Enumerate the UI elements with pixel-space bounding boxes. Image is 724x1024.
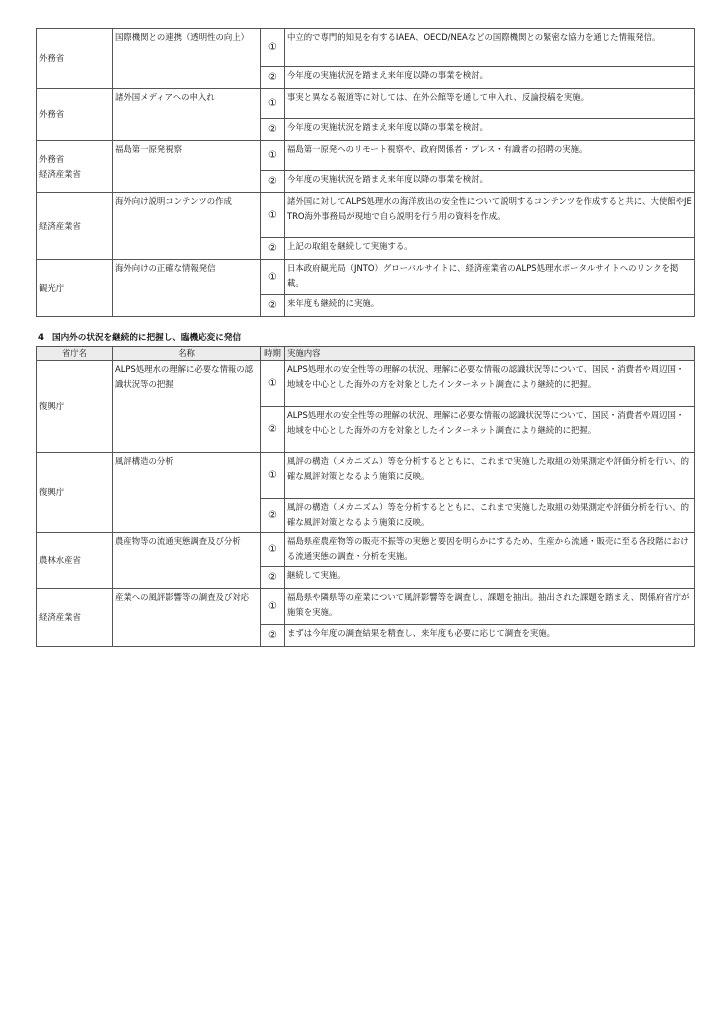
table-row bbox=[37, 589, 695, 625]
content-cell: 今年度の実施状況を踏まえ来年度以降の事業を検討。 bbox=[285, 67, 695, 89]
period-cell: ① bbox=[261, 260, 285, 295]
period-cell: ② bbox=[261, 171, 285, 193]
content-cell: 継続して実施。 bbox=[285, 567, 695, 589]
content-cell: 諸外国に対してALPS処理水の海洋放出の安全性について説明するコンテンツを作成すると共に、大使館やJETRO海外事務局が現地で自ら説明を行う用の資料を作成。 bbox=[285, 193, 695, 238]
period-cell: ② bbox=[261, 625, 285, 647]
ministry-cell: 外務省 bbox=[37, 89, 113, 141]
period-cell: ① bbox=[261, 89, 285, 119]
content-cell: 日本政府観光局（JNTO）グローバルサイトに、経済産業省のALPS処理水ポータルサイトへのリンクを掲載。 bbox=[285, 260, 695, 295]
ministry-cell: 外務省 bbox=[37, 29, 113, 89]
table-row bbox=[37, 453, 695, 499]
period-cell: ① bbox=[261, 29, 285, 67]
content-cell: 来年度も継続的に実施。 bbox=[285, 295, 695, 317]
header-name: 名称 bbox=[113, 347, 261, 361]
table-row bbox=[37, 141, 695, 171]
header-ministry: 省庁名 bbox=[37, 347, 113, 361]
period-cell: ① bbox=[261, 589, 285, 625]
table-row bbox=[37, 361, 695, 407]
ministry-cell: 観光庁 bbox=[37, 260, 113, 317]
measure-name-cell: 諸外国メディアへの申入れ bbox=[113, 89, 261, 141]
header-content: 実施内容 bbox=[285, 347, 695, 361]
table-row bbox=[37, 29, 695, 67]
period-cell: ② bbox=[261, 238, 285, 260]
measure-name-cell: 海外向けの正確な情報発信 bbox=[113, 260, 261, 317]
period-cell: ① bbox=[261, 453, 285, 499]
period-cell: ② bbox=[261, 499, 285, 533]
table-row bbox=[37, 533, 695, 567]
content-cell: ALPS処理水の安全性等の理解の状況、理解に必要な情報の認識状況等について、国民・消費者や周辺国・地域を中心とした海外の方を対象としたインターネット調査により継続的に把握。 bbox=[285, 407, 695, 453]
section-4-table bbox=[36, 346, 695, 647]
measure-name-cell: ALPS処理水の理解に必要な情報の認識状況等の把握 bbox=[113, 361, 261, 453]
ministry-cell: 経済産業省 bbox=[37, 193, 113, 260]
table-row bbox=[37, 193, 695, 238]
content-cell: 風評の構造（メカニズム）等を分析するとともに、これまで実施した取組の効果測定や評価分析を行い、的確な風評対策となるよう施策に反映。 bbox=[285, 453, 695, 499]
measures-table-continued bbox=[36, 28, 695, 317]
measure-name-cell: 産業への風評影響等の調査及び対応 bbox=[113, 589, 261, 647]
ministry-cell: 復興庁 bbox=[37, 361, 113, 453]
content-cell: 風評の構造（メカニズム）等を分析するとともに、これまで実施した取組の効果測定や評価分析を行い、的確な風評対策となるよう施策に反映。 bbox=[285, 499, 695, 533]
section-4-heading bbox=[38, 331, 249, 343]
content-cell: 上記の取組を継続して実施する。 bbox=[285, 238, 695, 260]
content-cell: 事実と異なる報道等に対しては、在外公館等を通して申入れ、反論投稿を実施。 bbox=[285, 89, 695, 119]
content-cell: 中立的で専門的知見を有するIAEA、OECD/NEAなどの国際機関との緊密な協力を通じた情報発信。 bbox=[285, 29, 695, 67]
measure-name-cell: 国際機関との連携（透明性の向上） bbox=[113, 29, 261, 89]
ministry-cell: 復興庁 bbox=[37, 453, 113, 533]
period-cell: ② bbox=[261, 407, 285, 453]
content-cell: ALPS処理水の安全性等の理解の状況、理解に必要な情報の認識状況等について、国民・消費者や周辺国・地域を中心とした海外の方を対象としたインターネット調査により継続的に把握。 bbox=[285, 361, 695, 407]
measure-name-cell: 風評構造の分析 bbox=[113, 453, 261, 533]
content-cell: 福島第一原発へのリモート視察や、政府関係者・プレス・有識者の招聘の実施。 bbox=[285, 141, 695, 171]
content-cell: まずは今年度の調査結果を精査し、来年度も必要に応じて調査を実施。 bbox=[285, 625, 695, 647]
table-row bbox=[37, 89, 695, 119]
period-cell: ② bbox=[261, 119, 285, 141]
table-header-row bbox=[37, 347, 695, 361]
content-cell: 今年度の実施状況を踏まえ来年度以降の事業を検討。 bbox=[285, 119, 695, 141]
content-cell: 福島県や隣県等の産業について風評影響等を調査し、課題を抽出。抽出された課題を踏まえ、関係府省庁が施策を実施。 bbox=[285, 589, 695, 625]
ministry-cell: 農林水産省 bbox=[37, 533, 113, 589]
ministry-cell: 経済産業省 bbox=[37, 589, 113, 647]
period-cell: ① bbox=[261, 141, 285, 171]
section-number: 4 bbox=[38, 333, 44, 343]
period-cell: ② bbox=[261, 567, 285, 589]
content-cell: 今年度の実施状況を踏まえ来年度以降の事業を検討。 bbox=[285, 171, 695, 193]
period-cell: ① bbox=[261, 533, 285, 567]
measure-name-cell: 福島第一原発視察 bbox=[113, 141, 261, 193]
period-cell: ② bbox=[261, 295, 285, 317]
content-cell: 福島県産農産物等の販売不振等の実態と要因を明らかにするため、生産から流通・販売に至る各段階における流通実態の調査・分析を実施。 bbox=[285, 533, 695, 567]
measure-name-cell: 農産物等の流通実態調査及び分析 bbox=[113, 533, 261, 589]
period-cell: ① bbox=[261, 193, 285, 238]
measure-name-cell: 海外向け説明コンテンツの作成 bbox=[113, 193, 261, 260]
table-row bbox=[37, 260, 695, 295]
period-cell: ① bbox=[261, 361, 285, 407]
period-cell: ② bbox=[261, 67, 285, 89]
section-title: 国内外の状況を継続的に把握し、臨機応変に発信 bbox=[51, 333, 242, 343]
ministry-cell: 外務省 経済産業省 bbox=[37, 141, 113, 193]
header-period: 時期 bbox=[261, 347, 285, 361]
